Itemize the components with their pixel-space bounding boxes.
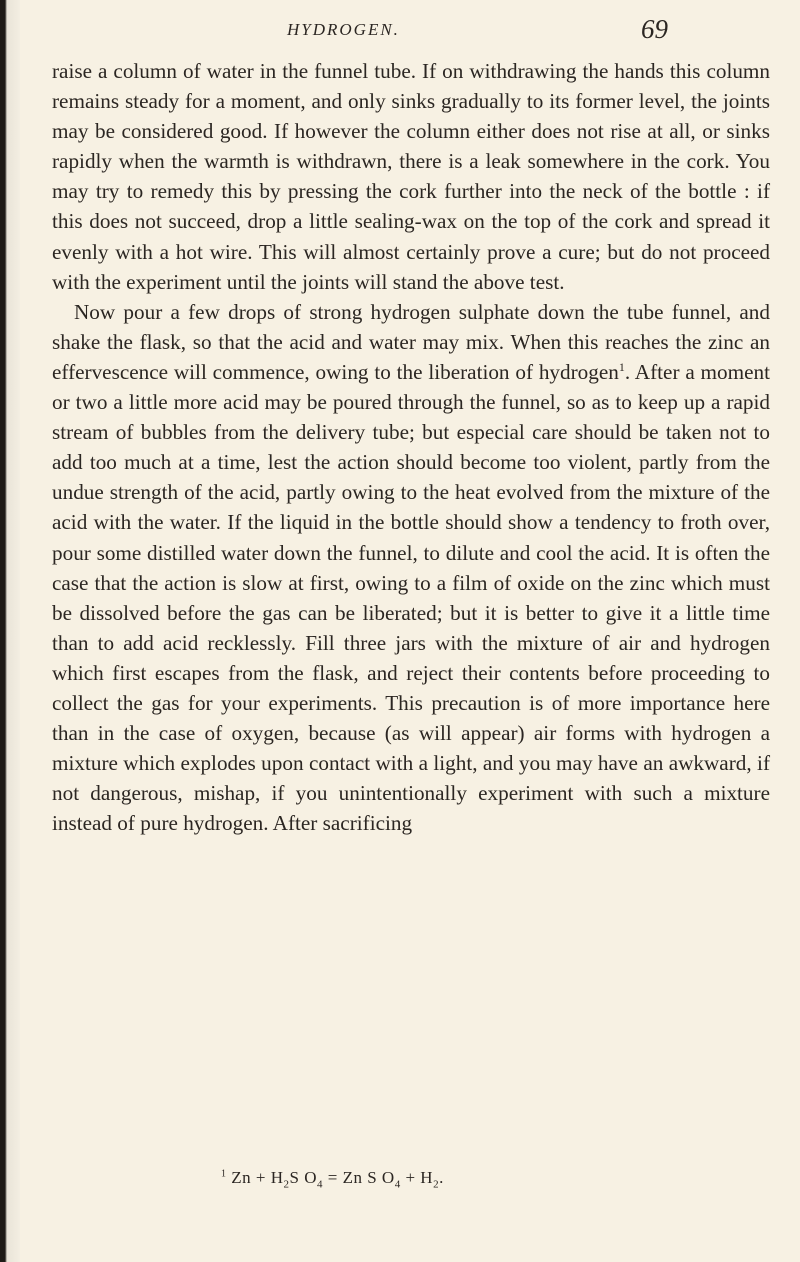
equation: $Zn + H_2S$ $O_4 = Zn$ S $O_4 + H_2$. (231, 1168, 444, 1191)
paragraph: raise a column of water in the funnel tube. If on withdrawing the hands this column remains steady for a moment, and only sinks gradually to its former level, the joints may be considered good. If however the column either does not rise at all, or sinks rapidly when the warmth is withdrawn, there is a leak somewhere in the cork. You may try to remedy this by pressing the cork further into the neck of the bottle : if this does not succeed, drop a little sealing-wax on the top of the cork and spread it evenly with a hot wire. This will almost certainly prove a cure; but do not proceed with the experiment until the joints will stand the above test. (52, 59, 770, 294)
page-number: 69 (641, 14, 668, 44)
body-text (52, 56, 770, 838)
running-header (0, 14, 800, 50)
page-binding-edge (0, 0, 20, 1262)
paragraph-text: . After a moment or two a little more acid may be poured through the funnel, so as to keep up a rapid stream of bubbles from the delivery tube; but especial care should be taken not to add too much at a time, lest the action should become too violent, partly from the undue strength of the acid, partly owing to the heat evolved from the mixture of the acid with the water. If the liquid in the bottle should show a tendency to froth over, pour some distilled water down the funnel, to dilute and cool the acid. It is often the case that the action is slow at first, owing to a film of oxide on the zinc which must be dissolved before the gas can be liberated; but it is better to give it a little time than to add acid recklessly. Fill three jars with the mixture of air and hydrogen which first escapes from the flask, and reject their contents before proceeding to collect the gas for your experiments. This precaution is of more importance here than in the case of oxygen, because (as will appear) air forms with hydrogen a mixture which explodes upon contact with a light, and you may have an awkward, if not dangerous, mishap, if you unintentionally experiment with such a mixture instead of pure hydrogen. After sacrificing (52, 359, 770, 836)
footnote (221, 1168, 444, 1191)
paragraph-text: Now pour a few drops of strong hydrogen sulphate down the tube funnel, and shake the flask, so that the acid and water may mix. When this reaches the zinc an effervescence will commence, owing to the liberation of hydrogen (52, 299, 770, 384)
running-title: HYDROGEN. (287, 20, 400, 39)
paragraph (52, 297, 770, 839)
footnote-marker: 1 (221, 1168, 227, 1180)
footnote-reference: 1 (618, 359, 625, 374)
